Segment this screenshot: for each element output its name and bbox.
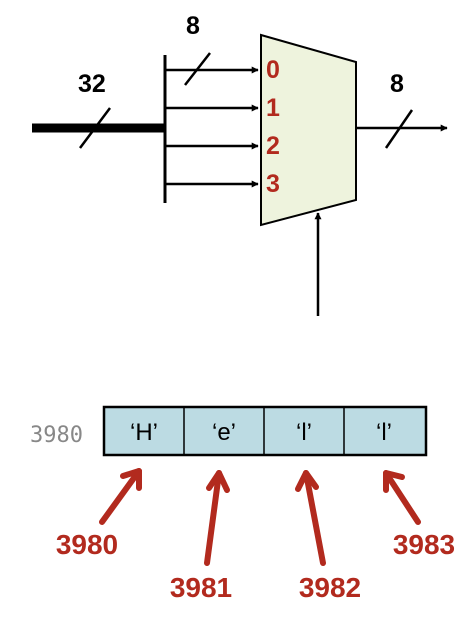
memory-cell-0: ‘H’ [130,419,158,446]
mux-diagram [32,12,447,316]
pointer-arrow-3982 [298,473,323,563]
base-address-label: 3980 [30,423,83,448]
port-label-3: 3 [266,170,280,198]
pointer-arrow-3983 [386,473,418,522]
address-label-3982: 3982 [298,572,362,603]
memory-diagram [30,407,455,603]
branch-width-label: 8 [186,12,200,40]
input-width-label: 32 [78,70,106,98]
memory-cell-1: ‘e’ [211,419,237,446]
memory-cell-3: ‘l’ [376,419,392,446]
pointer-arrow-3980 [102,471,139,522]
pointer-arrow-3981 [207,473,227,563]
port-label-1: 1 [266,94,280,122]
port-label-0: 0 [266,56,280,84]
address-label-3983: 3983 [392,529,456,560]
address-label-3981: 3981 [169,572,233,603]
output-width-label: 8 [390,70,404,98]
port-label-2: 2 [266,132,280,160]
memory-cell-2: ‘l’ [296,419,312,446]
address-label-3980: 3980 [55,529,119,560]
